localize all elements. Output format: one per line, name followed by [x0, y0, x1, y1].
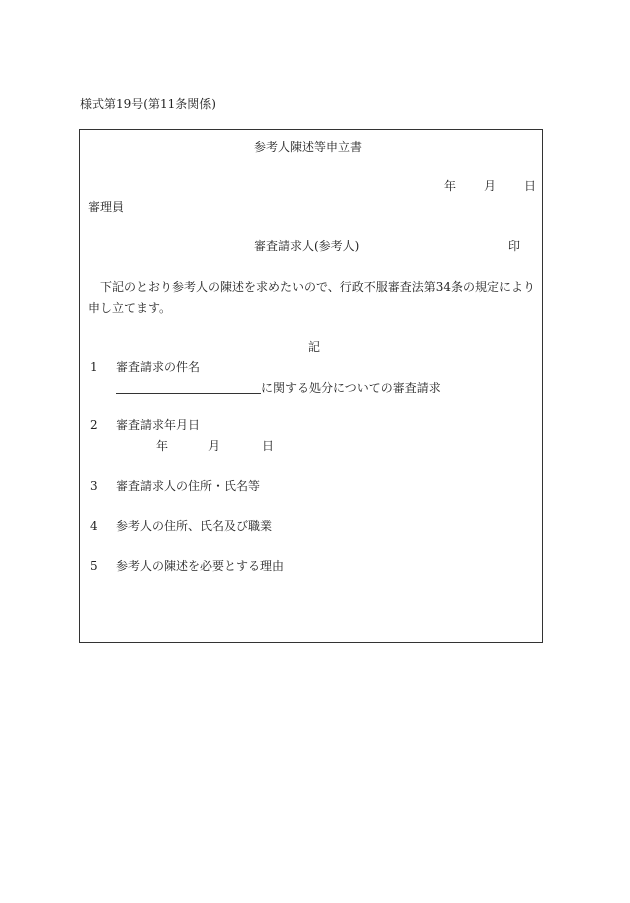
item-label-subject: 審査請求の件名 [116, 360, 201, 374]
requester-label: 審査請求人(参考人) [254, 239, 360, 253]
item-label-reason: 参考人の陳述を必要とする理由 [116, 559, 285, 573]
item-number: 5 [90, 559, 98, 573]
subject-suffix-text: に関する処分についての審査請求 [261, 381, 441, 395]
item-label-requester-address: 審査請求人の住所・氏名等 [116, 479, 261, 493]
application-form-frame [79, 129, 543, 643]
item-label-request-date: 審査請求年月日 [116, 418, 201, 432]
date-month-label: 月 [484, 179, 497, 193]
date-year-label: 年 [444, 179, 457, 193]
item-number: 2 [90, 418, 98, 432]
request-date-day-label: 日 [262, 439, 275, 453]
date-day-label: 日 [524, 179, 537, 193]
item-number: 1 [90, 360, 98, 374]
request-date-year-label: 年 [156, 439, 169, 453]
body-text: 下記のとおり参考人の陳述を求めたいので、行政不服審査法第34条の規定により申し立てます。 [88, 280, 536, 315]
item-number: 3 [90, 479, 98, 493]
item-number: 4 [90, 519, 98, 533]
item-label-witness-info: 参考人の住所、氏名及び職業 [116, 519, 273, 533]
form-number-label: 様式第19号(第11条関係) [80, 97, 216, 111]
addressee: 審理員 [88, 200, 125, 214]
ki-heading: 記 [308, 340, 321, 354]
seal-mark: 印 [508, 239, 521, 253]
subject-blank-line [116, 393, 261, 394]
request-date-month-label: 月 [208, 439, 221, 453]
body-paragraph [88, 277, 540, 319]
document-title: 参考人陳述等申立書 [254, 140, 363, 154]
